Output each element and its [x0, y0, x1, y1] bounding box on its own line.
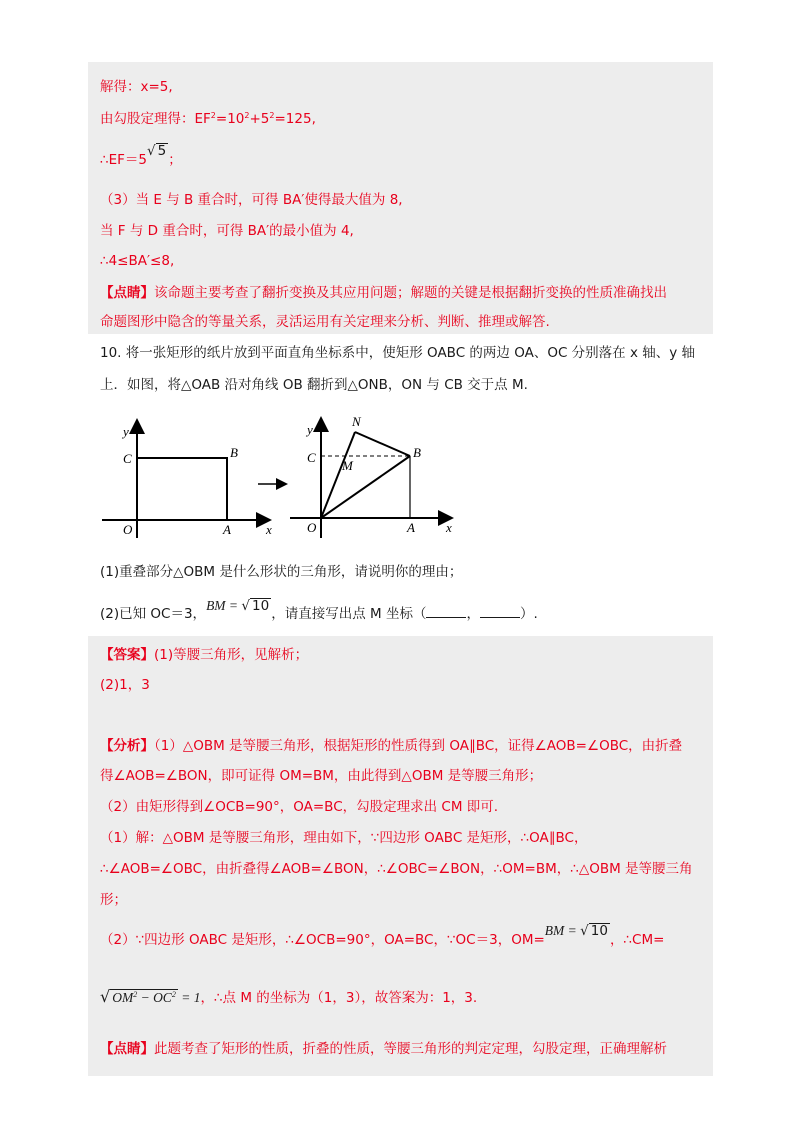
- question-2: (2)已知 OC＝3，BM = √ 10 ，请直接写出点 M 坐标（ ， ）.: [100, 598, 538, 622]
- left-x-label: x: [266, 522, 272, 537]
- question-1: (1)重叠部分△OBM 是什么形状的三角形，请说明你的理由；: [100, 564, 463, 580]
- solution-line-2: 由勾股定理得：$EF^2=10^2+5^2=125$,: [100, 111, 316, 127]
- analysis-line-1: 【分析】（1）△OBM 是等腰三角形，根据矩形的性质得到 OA∥BC，证得∠AOB=∠OBC，由折叠: [100, 738, 683, 754]
- analysis-line-2: 得∠AOB=∠BON，即可证得 OM=BM，由此得到△OBM 是等腰三角形；: [100, 768, 543, 784]
- solution2-line-3: 形；: [100, 892, 127, 908]
- right-y-label: y: [307, 422, 313, 437]
- right-diagram: [290, 414, 452, 538]
- right-M-label: M: [342, 458, 353, 473]
- solution2-line-1: （1）解：△OBM 是等腰三角形，理由如下，∵四边形 OABC 是矩形，∴OA∥BC，: [100, 830, 588, 846]
- analysis-line-3: （2）由矩形得到∠OCB=90°，OA=BC，勾股定理求出 CM 即可.: [100, 799, 499, 815]
- solution-line-6: ∴4≤BA′≤8,: [100, 253, 175, 269]
- solution-line-3: ∴EF＝5√ 5；: [100, 143, 182, 168]
- right-B-label: B: [413, 445, 421, 460]
- problem-line-1: 10. 将一张矩形的纸片放到平面直角坐标系中，使矩形 OABC 的两边 OA、OC 分别落在 x 轴、y 轴: [100, 345, 696, 361]
- answer-line-1: 【答案】(1)等腰三角形，见解析；: [100, 647, 309, 663]
- left-O-label: O: [123, 522, 133, 537]
- left-B-label: B: [230, 445, 238, 460]
- answer-shade: [88, 636, 713, 1076]
- solution2-line-4: （2）∵四边形 OABC 是矩形，∴∠OCB=90°，OA=BC，∵OC＝3，OM=BM = √ 10，∴CM=: [100, 923, 665, 948]
- right-N-label: N: [352, 414, 361, 429]
- solution2-line-2: ∴∠AOB=∠OBC，由折叠得∠AOB=∠BON，∴∠OBC=∠BON，∴OM=BM，∴△OBM 是等腰三角: [100, 861, 693, 877]
- solution-line-5: 当 F 与 D 重合时，可得 BA′的最小值为 4,: [100, 223, 354, 239]
- fold-figure: [90, 410, 470, 545]
- comment2-line-1: 【点睛】此题考查了矩形的性质，折叠的性质，等腰三角形的判定定理，勾股定理，正确理解析: [100, 1041, 667, 1057]
- left-diagram: [102, 422, 272, 538]
- left-y-label: y: [123, 424, 129, 439]
- solution-line-4: （3）当 E 与 B 重合时，可得 BA′使得最大值为 8,: [100, 192, 403, 208]
- comment-line-1: 【点睛】该命题主要考查了翻折变换及其应用问题；解题的关键是根据翻折变换的性质准确找出: [100, 285, 667, 301]
- answer-line-2: (2)1，3: [100, 677, 150, 693]
- solution-line-1: 解得：x=5,: [100, 79, 173, 95]
- right-A-label: A: [407, 520, 415, 535]
- left-C-label: C: [123, 451, 132, 466]
- comment-line-2: 命题图形中隐含的等量关系，灵活运用有关定理来分析、判断、推理或解答.: [100, 314, 550, 330]
- right-O-label: O: [307, 520, 317, 535]
- left-A-label: A: [223, 522, 231, 537]
- problem-line-2: 上．如图，将△OAB 沿对角线 OB 翻折到△ONB，ON 与 CB 交于点 M.: [100, 377, 528, 393]
- right-x-label: x: [446, 520, 452, 535]
- right-C-label: C: [307, 450, 316, 465]
- solution2-line-5: √ $OM^2 - OC^2 = 1$，∴点 M 的坐标为（1，3），故答案为：1，3.: [100, 987, 478, 1006]
